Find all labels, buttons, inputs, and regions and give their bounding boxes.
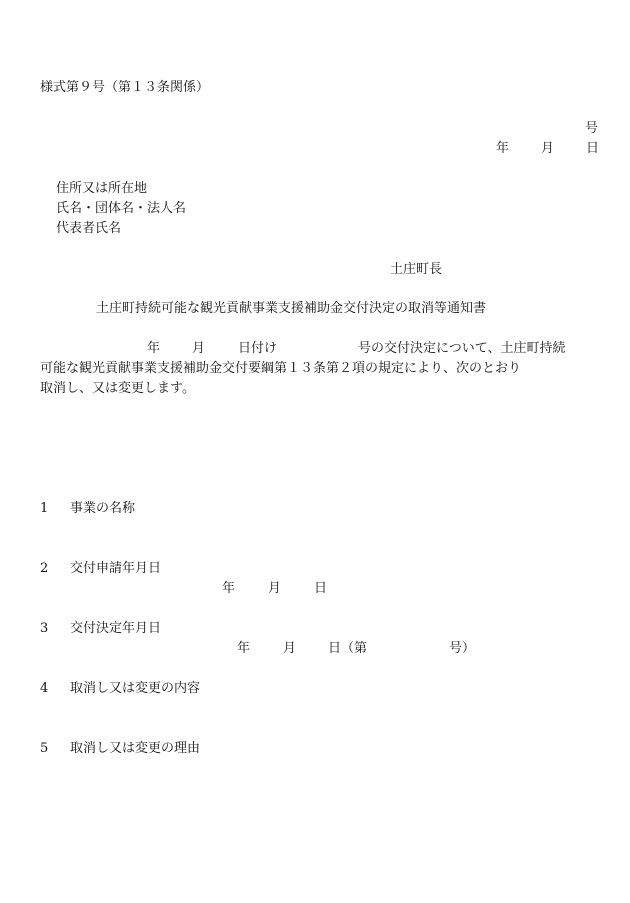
item-2-year: 年: [222, 581, 236, 596]
item-label: 取消し又は変更の内容: [70, 681, 201, 696]
body-line1-rest: 号の交付決定について、土庄町持続: [358, 341, 566, 356]
item-2-month: 月: [268, 581, 282, 596]
form-label: 様式第９号（第１３条関係）: [40, 80, 210, 95]
doc-date-day: 日: [586, 141, 600, 156]
item-label: 交付申請年月日: [70, 561, 162, 576]
item-5: [40, 740, 200, 758]
item-3-day: 日（第: [328, 641, 368, 656]
doc-number-gou: 号: [585, 121, 599, 136]
item-number: 1: [40, 501, 49, 516]
body-line2: 可能な観光貢献事業支援補助金交付要綱第１３条第２項の規定により、次のとおり: [40, 361, 522, 376]
item-label: 取消し又は変更の理由: [70, 741, 201, 756]
item-3: [40, 620, 161, 638]
item-number: 2: [40, 561, 49, 576]
item-number: 3: [40, 621, 49, 636]
body-year: 年: [147, 341, 161, 356]
item-3-gou: 号）: [449, 641, 476, 656]
item-number: 5: [40, 741, 49, 756]
body-month: 月: [192, 341, 206, 356]
item-3-year: 年: [237, 641, 251, 656]
doc-date-month: 月: [541, 141, 555, 156]
item-label: 事業の名称: [70, 501, 136, 516]
item-1: [40, 500, 135, 518]
item-2-day: 日: [314, 581, 328, 596]
item-4: [40, 680, 200, 698]
recipient-representative: 代表者氏名: [56, 221, 122, 236]
recipient-address: 住所又は所在地: [56, 181, 148, 196]
body-line3: 取消し、又は変更します。: [40, 381, 195, 396]
item-number: 4: [40, 681, 49, 696]
item-label: 交付決定年月日: [70, 621, 162, 636]
doc-date-year: 年: [496, 141, 510, 156]
item-2: [40, 560, 161, 578]
recipient-name: 氏名・団体名・法人名: [56, 201, 187, 216]
item-3-month: 月: [283, 641, 297, 656]
issuer-name: 土庄町長: [390, 262, 443, 277]
notice-title: 土庄町持続可能な観光貢献事業支援補助金交付決定の取消等通知書: [96, 301, 487, 316]
body-dated: 日付け: [238, 341, 278, 356]
